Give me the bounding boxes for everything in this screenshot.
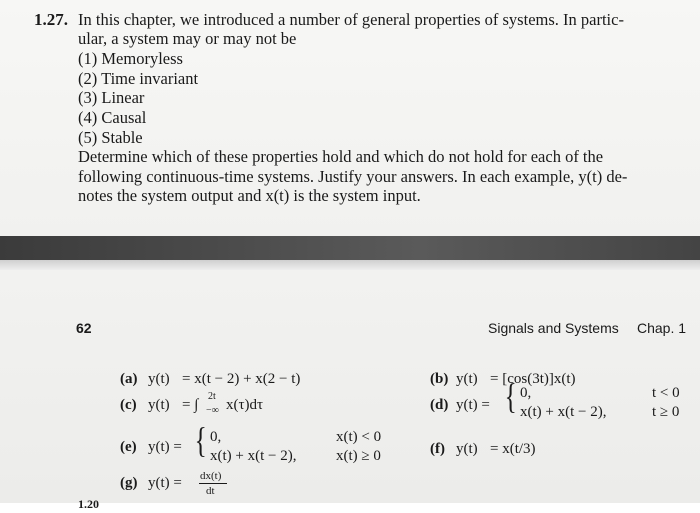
eq-d-label: (d) — [430, 397, 449, 413]
eq-g-label: (g) — [120, 475, 138, 491]
eq-c-lhs: y(t) — [148, 397, 170, 413]
problem-intro-line2: ular, a system may or may not be — [78, 29, 297, 48]
eq-g-lhs: y(t) = — [148, 475, 182, 491]
page-gap — [0, 236, 700, 260]
eq-f-lhs: y(t) — [456, 441, 478, 457]
eq-d-lhs: y(t) = — [456, 397, 490, 413]
property-item: (5) Stable — [78, 128, 143, 147]
eq-c-lower-limit: −∞ — [206, 405, 219, 416]
property-item: (4) Causal — [78, 108, 147, 127]
instruction-line: notes the system output and x(t) is the system input. — [78, 186, 421, 205]
eq-a-label: (a) — [120, 371, 138, 387]
eq-d-case1-cond: t < 0 — [652, 385, 680, 401]
eq-e-label: (e) — [120, 439, 137, 455]
instruction-line: Determine which of these properties hold and which do not hold for each of the — [78, 147, 604, 166]
property-item: (2) Time invariant — [78, 69, 199, 88]
next-problem-fragment: 1.20 — [78, 497, 99, 511]
page-gap-shadow — [0, 260, 700, 270]
eq-a-rhs: = x(t − 2) + x(2 − t) — [182, 371, 301, 387]
eq-d-case2-cond: t ≥ 0 — [652, 404, 680, 420]
eq-c-upper-limit: 2t — [208, 391, 216, 402]
eq-e-case1-cond: x(t) < 0 — [336, 429, 382, 445]
eq-e-brace: { — [194, 420, 207, 460]
eq-e-case1-expr: 0, — [210, 429, 222, 445]
problem-intro-line1: In this chapter, we introduced a number of general properties of systems. In partic- — [78, 10, 624, 29]
eq-g-denominator: dt — [206, 485, 215, 497]
eq-f-rhs: = x(t/3) — [490, 441, 536, 457]
eq-c-integral: = ∫ — [182, 397, 199, 413]
property-item: (1) Memoryless — [78, 49, 183, 68]
eq-e-case2-cond: x(t) ≥ 0 — [336, 448, 381, 464]
problem-page-bottom — [0, 270, 700, 503]
eq-e-case2-expr: x(t) + x(t − 2), — [210, 448, 297, 464]
eq-f-label: (f) — [430, 441, 445, 457]
eq-b-rhs: = [cos(3t)]x(t) — [490, 371, 576, 387]
eq-b-lhs: y(t) — [456, 371, 478, 387]
problem-number: 1.27. — [34, 10, 68, 29]
eq-d-brace: { — [504, 376, 517, 416]
eq-g-numerator: dx(t) — [200, 470, 222, 482]
running-chapter: Chap. 1 — [637, 320, 687, 336]
property-item: (3) Linear — [78, 88, 145, 107]
eq-g-fraction-bar — [199, 483, 227, 484]
instruction-line: following continuous-time systems. Justify your answers. In each example, y(t) de- — [78, 167, 628, 186]
eq-c-integrand: x(τ)dτ — [226, 397, 264, 413]
eq-b-label: (b) — [430, 371, 449, 387]
eq-a-lhs: y(t) — [148, 371, 170, 387]
page-number: 62 — [76, 320, 92, 336]
eq-d-case2-expr: x(t) + x(t − 2), — [520, 404, 607, 420]
running-title: Signals and Systems — [488, 320, 619, 336]
eq-c-label: (c) — [120, 397, 137, 413]
eq-e-lhs: y(t) = — [148, 439, 182, 455]
eq-d-case1-expr: 0, — [520, 385, 532, 401]
